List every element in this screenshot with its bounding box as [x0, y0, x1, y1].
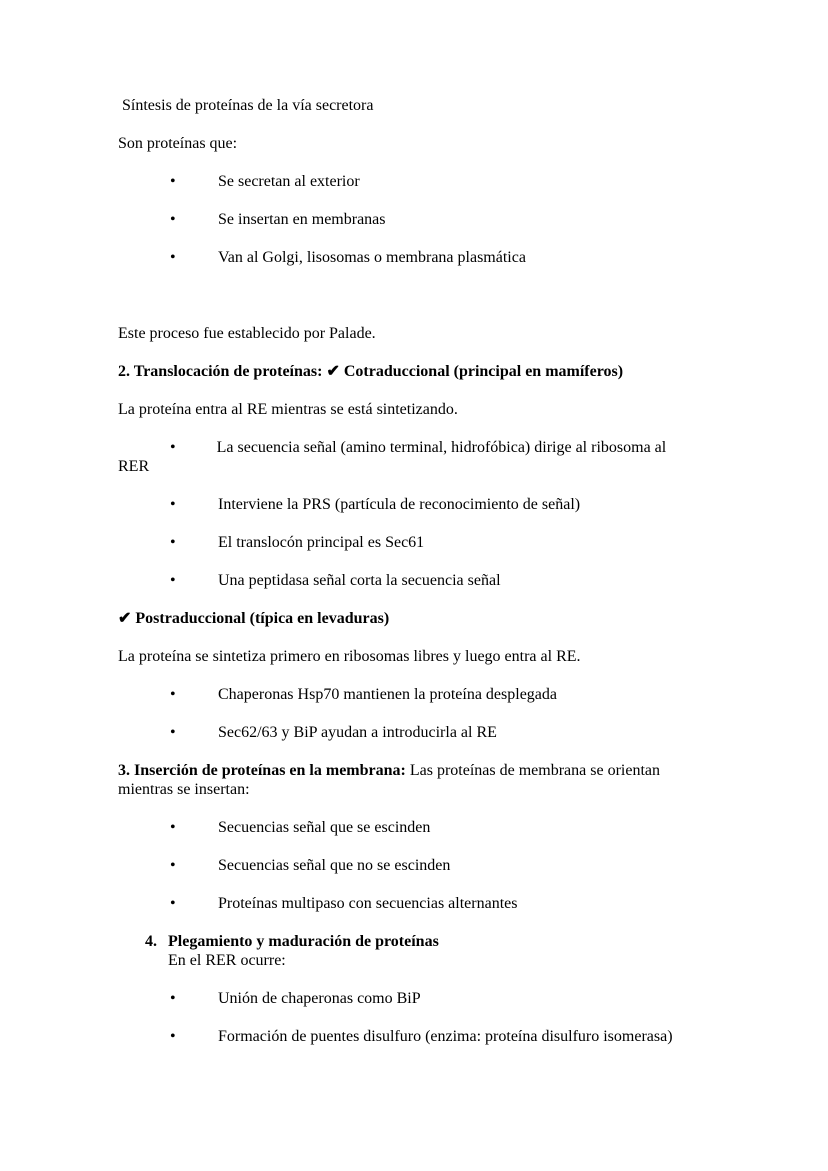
bullet-item — [118, 210, 710, 229]
bullet-marker: • — [170, 173, 176, 190]
numbered-item-number: 4. — [145, 933, 157, 950]
bullet-item — [118, 172, 710, 191]
cotraduccional-paragraph: La proteína entra al RE mientras se está sintetizando. — [118, 401, 458, 418]
bullet-item — [118, 1027, 710, 1046]
bullet-text: Secuencias señal que se escinden — [218, 819, 431, 836]
numbered-item-body — [168, 932, 710, 970]
bullet-text-line2: RER — [118, 458, 150, 475]
bullet-marker: • — [170, 990, 176, 1007]
bullet-marker: • — [170, 857, 176, 874]
bullet-text: Se secretan al exterior — [218, 173, 360, 190]
bullet-marker: • — [170, 895, 176, 912]
bullet-item — [118, 818, 710, 837]
bullet-marker: • — [170, 724, 176, 741]
bullet-text: Secuencias señal que no se escinden — [218, 857, 451, 874]
bullet-text: Sec62/63 y BiP ayudan a introducirla al RE — [218, 724, 497, 741]
heading-insercion-rest: Las proteínas de membrana se orientan mientras se insertan: — [118, 762, 664, 798]
bullet-marker: • — [170, 819, 176, 836]
numbered-item-title: Plegamiento y maduración de proteínas — [168, 933, 439, 950]
bullet-text: Chaperonas Hsp70 mantienen la proteína desplegada — [218, 686, 557, 703]
bullet-text: Unión de chaperonas como BiP — [218, 990, 421, 1007]
numbered-item-plegamiento — [118, 932, 710, 970]
heading-postraduccional: ✔ Postraduccional (típica en levaduras) — [118, 610, 390, 627]
document-title: Síntesis de proteínas de la vía secretora — [118, 97, 374, 114]
document-content — [118, 96, 710, 1065]
bullet-marker: • — [170, 249, 176, 266]
bullet-item — [118, 989, 710, 1008]
bullet-item — [118, 495, 710, 514]
bullet-item-hanging — [118, 438, 710, 476]
numbered-item-subtitle: En el RER ocurre: — [168, 952, 286, 969]
heading-insercion-bold: 3. Inserción de proteínas en la membrana: — [118, 762, 406, 779]
palade-paragraph: Este proceso fue establecido por Palade. — [118, 325, 376, 342]
bullet-text: Una peptidasa señal corta la secuencia señal — [218, 572, 501, 589]
bullet-text: Formación de puentes disulfuro (enzima: proteína disulfuro isomerasa) — [218, 1028, 673, 1045]
bullet-item — [118, 248, 710, 267]
bullet-item — [118, 723, 710, 742]
bullet-marker: • — [170, 572, 176, 589]
bullet-text: Se insertan en membranas — [218, 211, 386, 228]
intro-paragraph: Son proteínas que: — [118, 135, 238, 152]
bullet-text: El translocón principal es Sec61 — [218, 534, 425, 551]
bullet-item — [118, 533, 710, 552]
bullet-text-line1: La secuencia señal (amino terminal, hidrofóbica) dirige al ribosoma al — [216, 439, 667, 456]
blank-line — [118, 286, 710, 324]
heading-insercion — [118, 761, 710, 799]
bullet-text: Van al Golgi, lisosomas o membrana plasmática — [218, 249, 526, 266]
postraduccional-paragraph: La proteína se sintetiza primero en ribosomas libres y luego entra al RE. — [118, 648, 581, 665]
bullet-text: Proteínas multipaso con secuencias alternantes — [218, 895, 518, 912]
heading-translocation: 2. Translocación de proteínas: ✔ Cotraduccional (principal en mamíferos) — [118, 363, 624, 380]
bullet-item — [118, 894, 710, 913]
bullet-item — [118, 685, 710, 704]
bullet-item — [118, 571, 710, 590]
bullet-marker: • — [170, 1028, 176, 1045]
bullet-marker: • — [170, 686, 176, 703]
bullet-marker: • — [170, 211, 176, 228]
bullet-marker: • — [170, 496, 176, 513]
bullet-marker: • — [170, 534, 176, 551]
bullet-marker: • — [170, 439, 176, 456]
bullet-item — [118, 856, 710, 875]
bullet-text: Interviene la PRS (partícula de reconocimiento de señal) — [218, 496, 581, 513]
